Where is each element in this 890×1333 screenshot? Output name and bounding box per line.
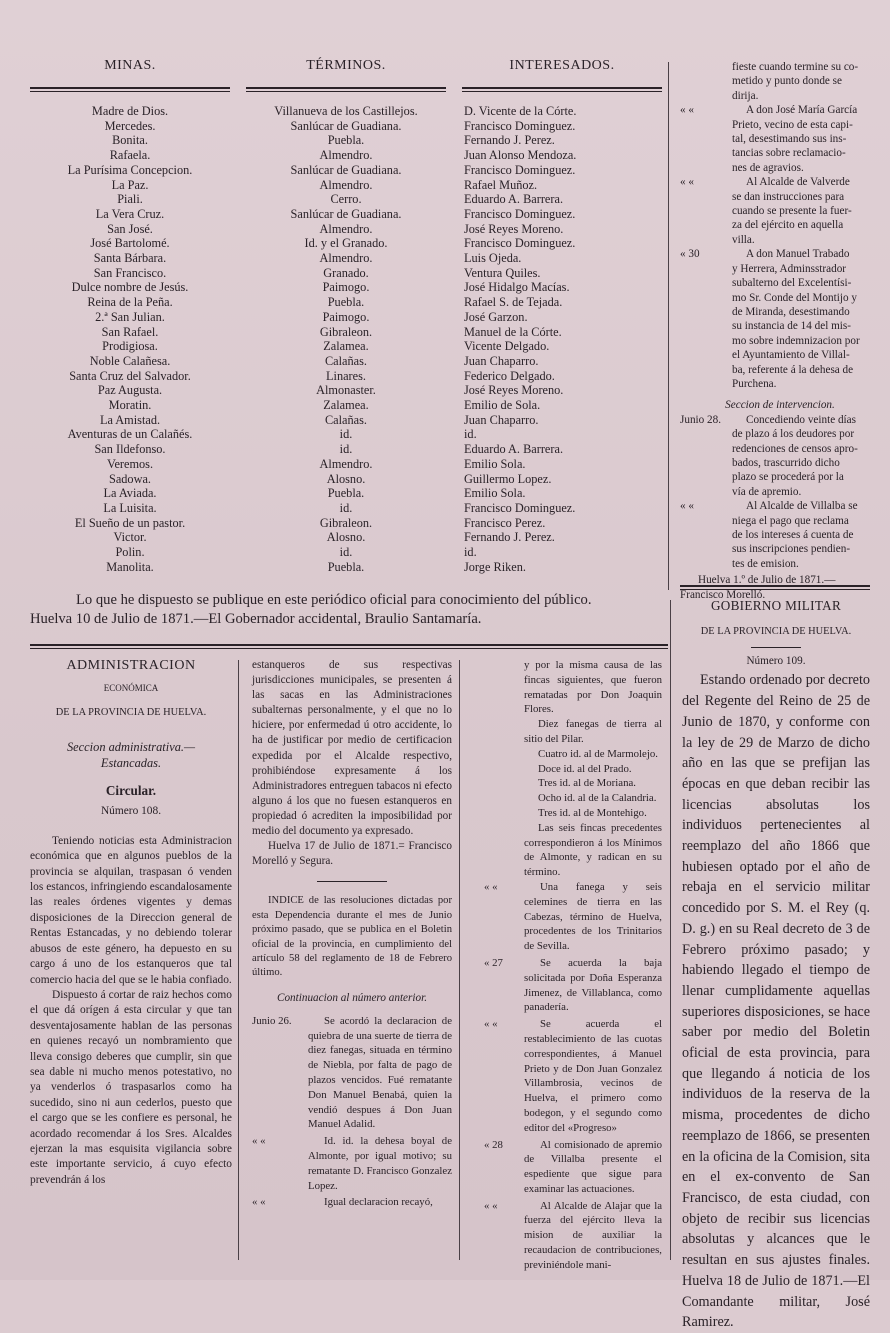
gobierno-sub: DE LA PROVINCIA DE HUELVA.: [700, 626, 852, 637]
circular-title: Circular.: [105, 783, 157, 799]
termino-name: Linares.: [326, 368, 366, 383]
section-rule: [30, 644, 668, 649]
termino-name: Almendro.: [319, 251, 373, 266]
col3-intro: y por la misma causa de las fincas siguientes, que fueron rematadas por Don Joaquin Flores.: [524, 659, 662, 716]
finca-item: Diez fanegas de tierra al sitio del Pilar.: [524, 718, 662, 745]
continuation-lines: [680, 60, 880, 103]
termino-name: Almendro.: [319, 148, 373, 163]
section-intervencion: Seccion de intervencion.: [725, 399, 835, 412]
header-rule: [462, 87, 662, 92]
entry-line: redenciones de censos apro-: [732, 442, 858, 455]
finca-item: Ocho id. al de la Calandria.: [538, 792, 657, 805]
resolution-entry: [484, 880, 662, 954]
interesado-name: Juan Alonso Mendoza.: [464, 148, 577, 163]
entry-date: « «: [484, 880, 498, 893]
entry-date: « 30: [680, 248, 700, 261]
entry-line: A don Manuel Trabado: [746, 248, 850, 261]
entry-line: subalterno del Excelentísi-: [732, 277, 852, 290]
resolution-entry: [252, 1195, 452, 1210]
entry-line: niega el pago que reclama: [732, 514, 849, 527]
interesado-name: D. Vicente de la Córte.: [464, 104, 577, 118]
entry-line: y Herrera, Adminsstrador: [732, 262, 847, 275]
mina-name: Madre de Dios.: [91, 104, 169, 118]
continuation-heading: Continuacion al número anterior.: [277, 991, 427, 1004]
entry-text: Se acordó la declaracion de quiebra de una suerte de tierra de diez fanegas, situada en término de Niebla, por falta de pago de plazos vencidos. Fué rematante Don Manuel Benabá, quien la vendió despues á Don Juan Manuel Adalid.: [308, 1014, 452, 1131]
mina-name: La Amistad.: [99, 412, 161, 427]
termino-name: Almonaster.: [316, 383, 376, 398]
interesado-name: Fernando J. Perez.: [464, 133, 555, 148]
entry-line: cuando se presente la fuer-: [732, 205, 852, 218]
mina-name: San Francisco.: [93, 265, 167, 280]
interesado-name: Francisco Dominguez.: [464, 236, 576, 251]
mina-name: Polin.: [115, 545, 145, 560]
short-rule: [317, 881, 387, 882]
mina-name: Santa Cruz del Salvador.: [69, 368, 191, 383]
termino-name: Sanlúcar de Guadiana.: [290, 118, 402, 133]
entry-line: Al Alcalde de Valverde: [746, 176, 850, 189]
interesado-name: Emilio Sola.: [464, 456, 526, 471]
termino-name: Puebla.: [327, 486, 365, 501]
entry-line: tal, desestimando sus ins-: [732, 133, 847, 146]
entry-date: « 27: [484, 956, 503, 969]
admin-title: ADMINISTRACION: [66, 658, 196, 673]
mina-name: José Bartolomé.: [90, 236, 170, 251]
interesado-name: Rafael S. de Tejada.: [464, 295, 563, 310]
entry-date: « «: [252, 1135, 266, 1148]
column-divider: [670, 600, 671, 1260]
entry-line: de plazo á los deudores por: [732, 428, 855, 441]
mina-name: Veremos.: [106, 456, 154, 471]
mina-name: La Vera Cruz.: [95, 206, 165, 221]
entry-line: A don José María García: [746, 104, 858, 117]
fincas-list: [484, 717, 662, 880]
entry-date: « «: [680, 176, 694, 189]
resolutions-list-2: [680, 413, 880, 571]
mina-name: La Luisita.: [103, 500, 157, 515]
circular-paragraph-1: Teniendo noticias esta Administracion económica que en algunos pueblos de la provincia se alquilan, traspasan ó venden los estancos, infringiendo escandalosamente las reales órdenes vigentes y demas disposiciones de la Direccion general de Rentas Estancadas, y no debiendo tolerar abusos de este género, ha depuesto en su cargo á uno de los estanqueros que tal comercio hacia del que se le habia confiado.: [30, 834, 232, 986]
resolution-entry: [484, 1138, 662, 1197]
mina-name: Dulce nombre de Jesús.: [71, 280, 189, 295]
interesados-column: [464, 104, 664, 575]
circular-paragraph-2: Dispuesto á cortar de raiz hechos como el que dá orígen á esta circular y que tan desventajosamente hablan de las personas en quienes recayó un nombramiento que lleva consigo deberes que cumplir, sin que sea dable ni mucho menos potestativo, no ya venderlos ó traspasarlos como ha sucedido, sino ni aun cederlos, puesto que el cargo que se les confiere es personal, he acordado recomendar á los Sres. Alcaldes ejerzan la mas esquisita vigilancia sobre este importante servicio, á cuyo efecto prevendrán á los: [30, 988, 232, 1186]
finca-item: Tres id. al de Moriana.: [538, 777, 636, 790]
mina-name: Sadowa.: [108, 471, 151, 486]
header-rule: [246, 87, 446, 92]
interesado-name: Francisco Perez.: [464, 515, 546, 530]
gobierno-title: GOBIERNO MILITAR: [710, 598, 842, 613]
header-rule: [30, 87, 230, 92]
entry-date: « «: [484, 1199, 498, 1212]
entry-line: Prieto, vecino de esta capi-: [732, 118, 853, 131]
mina-name: Victor.: [113, 530, 147, 545]
resolution-entry: [680, 103, 880, 175]
section-rule: [680, 585, 870, 590]
interesado-name: Emilio Sola.: [464, 486, 526, 501]
interesado-name: Eduardo A. Barrera.: [464, 442, 564, 457]
admin-sub2: DE LA PROVINCIA DE HUELVA.: [55, 706, 207, 718]
mina-name: Aventuras de un Calañés.: [67, 427, 193, 442]
column-divider: [459, 660, 460, 1260]
termino-name: Almendro.: [319, 221, 373, 236]
entry-text: Una fanega y seis celemines de tierra en las Cabezas, término de Huelva, procedentes de los Trinitarios de Sevilla.: [524, 880, 662, 953]
circular-number: Número 108.: [100, 805, 162, 818]
interesado-name: Ventura Quiles.: [464, 265, 541, 280]
termino-name: Puebla.: [327, 133, 365, 148]
termino-name: Zalamea.: [323, 339, 369, 354]
indice-paragraph: INDICE de las resoluciones dictadas por esta Dependencia durante el mes de Junio próximo pasado, que se publica en el Boletin oficial de la provincia, en cumplimiento del artículo 58 del reglamento de 18 de Febrero último.: [252, 895, 452, 979]
mina-name: Moratin.: [108, 398, 152, 413]
mina-name: La Aviada.: [103, 486, 157, 501]
resolution-entry: [484, 1017, 662, 1135]
mina-name: San José.: [107, 221, 153, 236]
signature-name: Francisco Morelló.: [680, 588, 766, 601]
interesado-name: Vicente Delgado.: [464, 339, 550, 354]
interesado-name: Manuel de la Córte.: [464, 324, 562, 339]
termino-name: Calañas.: [324, 353, 367, 368]
minas-column: [30, 104, 230, 575]
resolutions-list-col2: [252, 1014, 452, 1210]
termino-name: id.: [339, 545, 353, 560]
entry-line: bados, trascurrido dicho: [732, 456, 840, 469]
interesado-name: José Hidalgo Macías.: [464, 280, 570, 295]
entry-line: de los intereses á cuenta de: [732, 529, 854, 541]
mines-footer: [30, 591, 670, 629]
circular-signature: Huelva 17 de Julio de 1871.= Francisco Morelló y Segura.: [252, 840, 452, 868]
termino-name: id.: [339, 427, 353, 442]
interesado-name: Rafael Muñoz.: [464, 177, 538, 192]
interesado-name: José Garzon.: [464, 309, 528, 324]
termino-name: Almendro.: [319, 177, 373, 192]
entry-line: Al Alcalde de Villalba se: [746, 500, 858, 513]
entry-line: su instancia de 14 del mis-: [732, 320, 851, 333]
finca-item: Tres id. al de Montehigo.: [538, 806, 647, 819]
resolution-entry: [680, 413, 880, 499]
entry-date: « «: [484, 1018, 498, 1031]
terminos-column: [246, 104, 446, 575]
entry-date: « «: [680, 500, 694, 513]
interesado-name: Juan Chaparro.: [464, 353, 539, 368]
entry-line: mo sobre indemnizacion por: [732, 334, 860, 347]
entry-line: Purchena.: [732, 377, 777, 390]
interesado-name: Juan Chaparro.: [464, 412, 539, 427]
signature-date: Huelva 1.º de Julio de 1871.—: [698, 574, 836, 587]
mina-name: Paz Augusta.: [97, 383, 163, 398]
mina-name: Reina de la Peña.: [87, 295, 173, 310]
continuation-line: fieste cuando termine su co-: [732, 61, 859, 73]
mina-name: El Sueño de un pastor.: [74, 515, 186, 530]
mina-name: Bonita.: [112, 133, 148, 148]
admin-section: Seccion administrativa.—Estancadas.: [66, 740, 196, 770]
mina-name: Piali.: [117, 192, 143, 207]
column-divider: [668, 62, 669, 590]
resolution-entry: [484, 956, 662, 1015]
entry-line: se dan instrucciones para: [732, 190, 845, 203]
termino-name: Puebla.: [327, 559, 365, 574]
header-terminos: TÉRMINOS.: [306, 58, 386, 73]
interesado-name: Francisco Dominguez.: [464, 206, 576, 221]
circular-paragraph-3: estanqueros de sus respectivas jurisdicciones municipales, se presenten á las sacas en las Administraciones subalternas personalmente, y el que no lo hiciere, por enfermedad ú otro accidente, lo ha de justificar por medio de certificacion expedida por el Alcalde respectivo, prohibiéndose expresamente á los Administradores entreguen tabacos ni efecto alguno á los que no fuesen estanqueros en propiedad ó acrediten la imposibilidad por medio del documento ya expresado.: [252, 659, 452, 838]
entry-date: « 28: [484, 1138, 503, 1151]
mina-name: Noble Calañesa.: [89, 353, 171, 368]
termino-name: Villanueva de los Castillejos.: [274, 104, 418, 118]
entry-line: mo Sr. Conde del Montijo y: [732, 291, 857, 304]
finca-item: Doce id. al del Prado.: [538, 762, 632, 775]
admin-sub: ECONÓMICA: [103, 683, 159, 694]
entry-line: de Miranda, desestimando: [732, 305, 850, 318]
interesado-name: Jorge Riken.: [464, 559, 526, 574]
entry-date: « «: [252, 1196, 266, 1209]
gobierno-text: Estando ordenado por decreto del Regente del Reino de 25 de Junio de 1870, y conforme con la ley de 29 de Marzo de dicho año en las que se prefijan las épocas en que deban recibir las licencias absolutas los individuos pertenecientes al reemplazo del año 1866 que hubiesen optado por el año de rebaja en el servicio militar concedido por S. M. el Rey (q. D. g.) en su Real decreto de 3 de Febrero próximo pasado; y habiendo llegado el tiempo de llenar cumplidamente aquellas superiores disposiciones, se hace saber por medio del Boletin oficial de esta provincia, para que llegando á noticia de los individuos de la reserva de la misma, procedentes de dicho reemplazo de 1866, se presenten en la oficina de la Comision, sita en el ex-convento de San Francisco, de esta ciudad, con objeto de recibir sus licencias absolutas y alcances que le resultan en sus ajustes finales. Huelva 18 de Julio de 1871.—El Comandante militar, José Ramirez.: [682, 672, 870, 1331]
mina-name: Prodigiosa.: [102, 339, 158, 354]
termino-name: Alosno.: [326, 530, 366, 545]
termino-name: Cerro.: [330, 192, 362, 207]
finca-item: Las seis fincas precedentes correspondieron á los Mínimos de Almonte, y radican en su término.: [524, 821, 662, 879]
admin-column: [30, 658, 232, 1188]
header-minas: MINAS.: [104, 58, 156, 73]
entry-text: Al Alcalde de Alajar que la fuerza del ejército lleva la mision de auxiliar la recaudacion de contribuciones, previniéndole mani-: [524, 1199, 662, 1271]
interesado-name: Francisco Dominguez.: [464, 500, 576, 515]
entry-line: za del ejército en aquella: [732, 219, 844, 232]
resolution-entry: [484, 1199, 662, 1273]
termino-name: Calañas.: [324, 412, 367, 427]
gobierno-column: [682, 598, 870, 1333]
entry-date: « «: [680, 104, 694, 117]
interesado-name: id.: [464, 545, 477, 560]
termino-name: Sanlúcar de Guadiana.: [290, 162, 402, 177]
short-rule: [751, 647, 801, 648]
mina-name: 2.ª San Julian.: [95, 309, 165, 324]
gobierno-number: Número 109.: [746, 655, 806, 667]
interesado-name: Guillermo Lopez.: [464, 471, 552, 486]
termino-name: Paimogo.: [322, 280, 370, 295]
mina-name: La Purísima Concepcion.: [67, 162, 193, 177]
termino-name: id.: [339, 500, 353, 515]
entry-line: vía de apremio.: [732, 485, 802, 498]
entry-text: Id. id. la dehesa boyal de Almonte, por igual motivo; su rematante D. Francisco Gonzalez Lopez.: [308, 1135, 452, 1192]
interesado-name: Fernando J. Perez.: [464, 530, 555, 545]
entry-text: Igual declaracion recayó,: [324, 1196, 433, 1209]
mina-name: Manolita.: [106, 559, 154, 574]
entry-line: Concediendo veinte días: [746, 413, 856, 426]
mina-name: Mercedes.: [104, 118, 156, 133]
interesado-name: José Reyes Moreno.: [464, 221, 564, 236]
mina-name: Rafaela.: [109, 148, 151, 163]
col2: [252, 658, 452, 1212]
interesado-name: id.: [464, 427, 477, 442]
termino-name: Sanlúcar de Guadiana.: [290, 206, 402, 221]
interesado-name: Federico Delgado.: [464, 368, 555, 383]
entry-line: tancias sobre reclamacio-: [732, 147, 846, 160]
entry-line: tes de emision.: [732, 557, 799, 570]
termino-name: Id. y el Granado.: [304, 236, 388, 251]
entry-line: nes de agravios.: [732, 161, 804, 174]
entry-line: villa.: [732, 233, 755, 246]
termino-name: Paimogo.: [322, 309, 370, 324]
termino-name: Granado.: [323, 265, 369, 280]
footer-line-1: Lo que he dispuesto se publique en este periódico oficial para conocimiento del público.: [76, 592, 592, 608]
entry-line: sus inscripciones pendien-: [732, 543, 851, 556]
top-right-column: [680, 60, 880, 602]
entry-line: plazo se procederá por la: [732, 471, 844, 484]
interesado-name: Eduardo A. Barrera.: [464, 192, 564, 207]
footer-line-2: Huelva 10 de Julio de 1871.—El Gobernador accidental, Braulio Santamaría.: [30, 611, 482, 627]
finca-item: Cuatro id. al de Marmolejo.: [538, 747, 658, 760]
mina-name: Santa Bárbara.: [93, 251, 167, 266]
continuation-line: dirija.: [732, 89, 759, 102]
col3: [484, 658, 662, 1275]
resolution-entry: [680, 175, 880, 247]
termino-name: Puebla.: [327, 295, 365, 310]
entry-date: Junio 26.: [252, 1014, 292, 1027]
column-divider: [238, 660, 239, 1260]
entry-text: Se acuerda la baja solicitada por Doña Esperanza Jimenez, de Villablanca, como panadería.: [524, 956, 662, 1014]
entry-date: Junio 28.: [680, 413, 722, 426]
termino-name: id.: [339, 442, 353, 457]
mina-name: La Paz.: [111, 177, 149, 192]
resolution-entry: [680, 247, 880, 391]
interesado-name: Luis Ojeda.: [464, 251, 522, 266]
interesado-name: José Reyes Moreno.: [464, 383, 564, 398]
mina-name: San Ildefonso.: [94, 442, 166, 457]
entry-line: el Ayuntamiento de Villal-: [732, 349, 850, 362]
resolutions-list-col3: [484, 880, 662, 1273]
resolution-entry: [252, 1134, 452, 1193]
resolution-entry: [680, 499, 880, 571]
interesado-name: Emilio de Sola.: [464, 398, 541, 413]
termino-name: Almendro.: [319, 456, 373, 471]
continuation-line: metido y punto donde se: [732, 75, 842, 88]
termino-name: Alosno.: [326, 471, 366, 486]
termino-name: Zalamea.: [323, 398, 369, 413]
interesado-name: Francisco Dominguez.: [464, 162, 576, 177]
mina-name: San Rafael.: [101, 324, 159, 339]
entry-text: Se acuerda el restablecimiento de las cuotas correspondientes, á Manuel Prieto y de Don Juan Gonzalez Villambrosia, vecinos de Huelva, el primero como bodegon, y el segundo como editor del «Progreso»: [524, 1018, 662, 1134]
resolutions-list: [680, 103, 880, 391]
entry-line: ba, referente á la dehesa de: [732, 363, 854, 376]
termino-name: Gibraleon.: [319, 324, 373, 339]
entry-text: Al comisionado de apremio de Villalba presente el espediente que sigue para examinar las actuaciones.: [524, 1138, 662, 1195]
header-interesados: INTERESADOS.: [509, 58, 615, 73]
interesado-name: Francisco Dominguez.: [464, 118, 576, 133]
termino-name: Gibraleon.: [319, 515, 373, 530]
resolution-entry: [252, 1014, 452, 1132]
